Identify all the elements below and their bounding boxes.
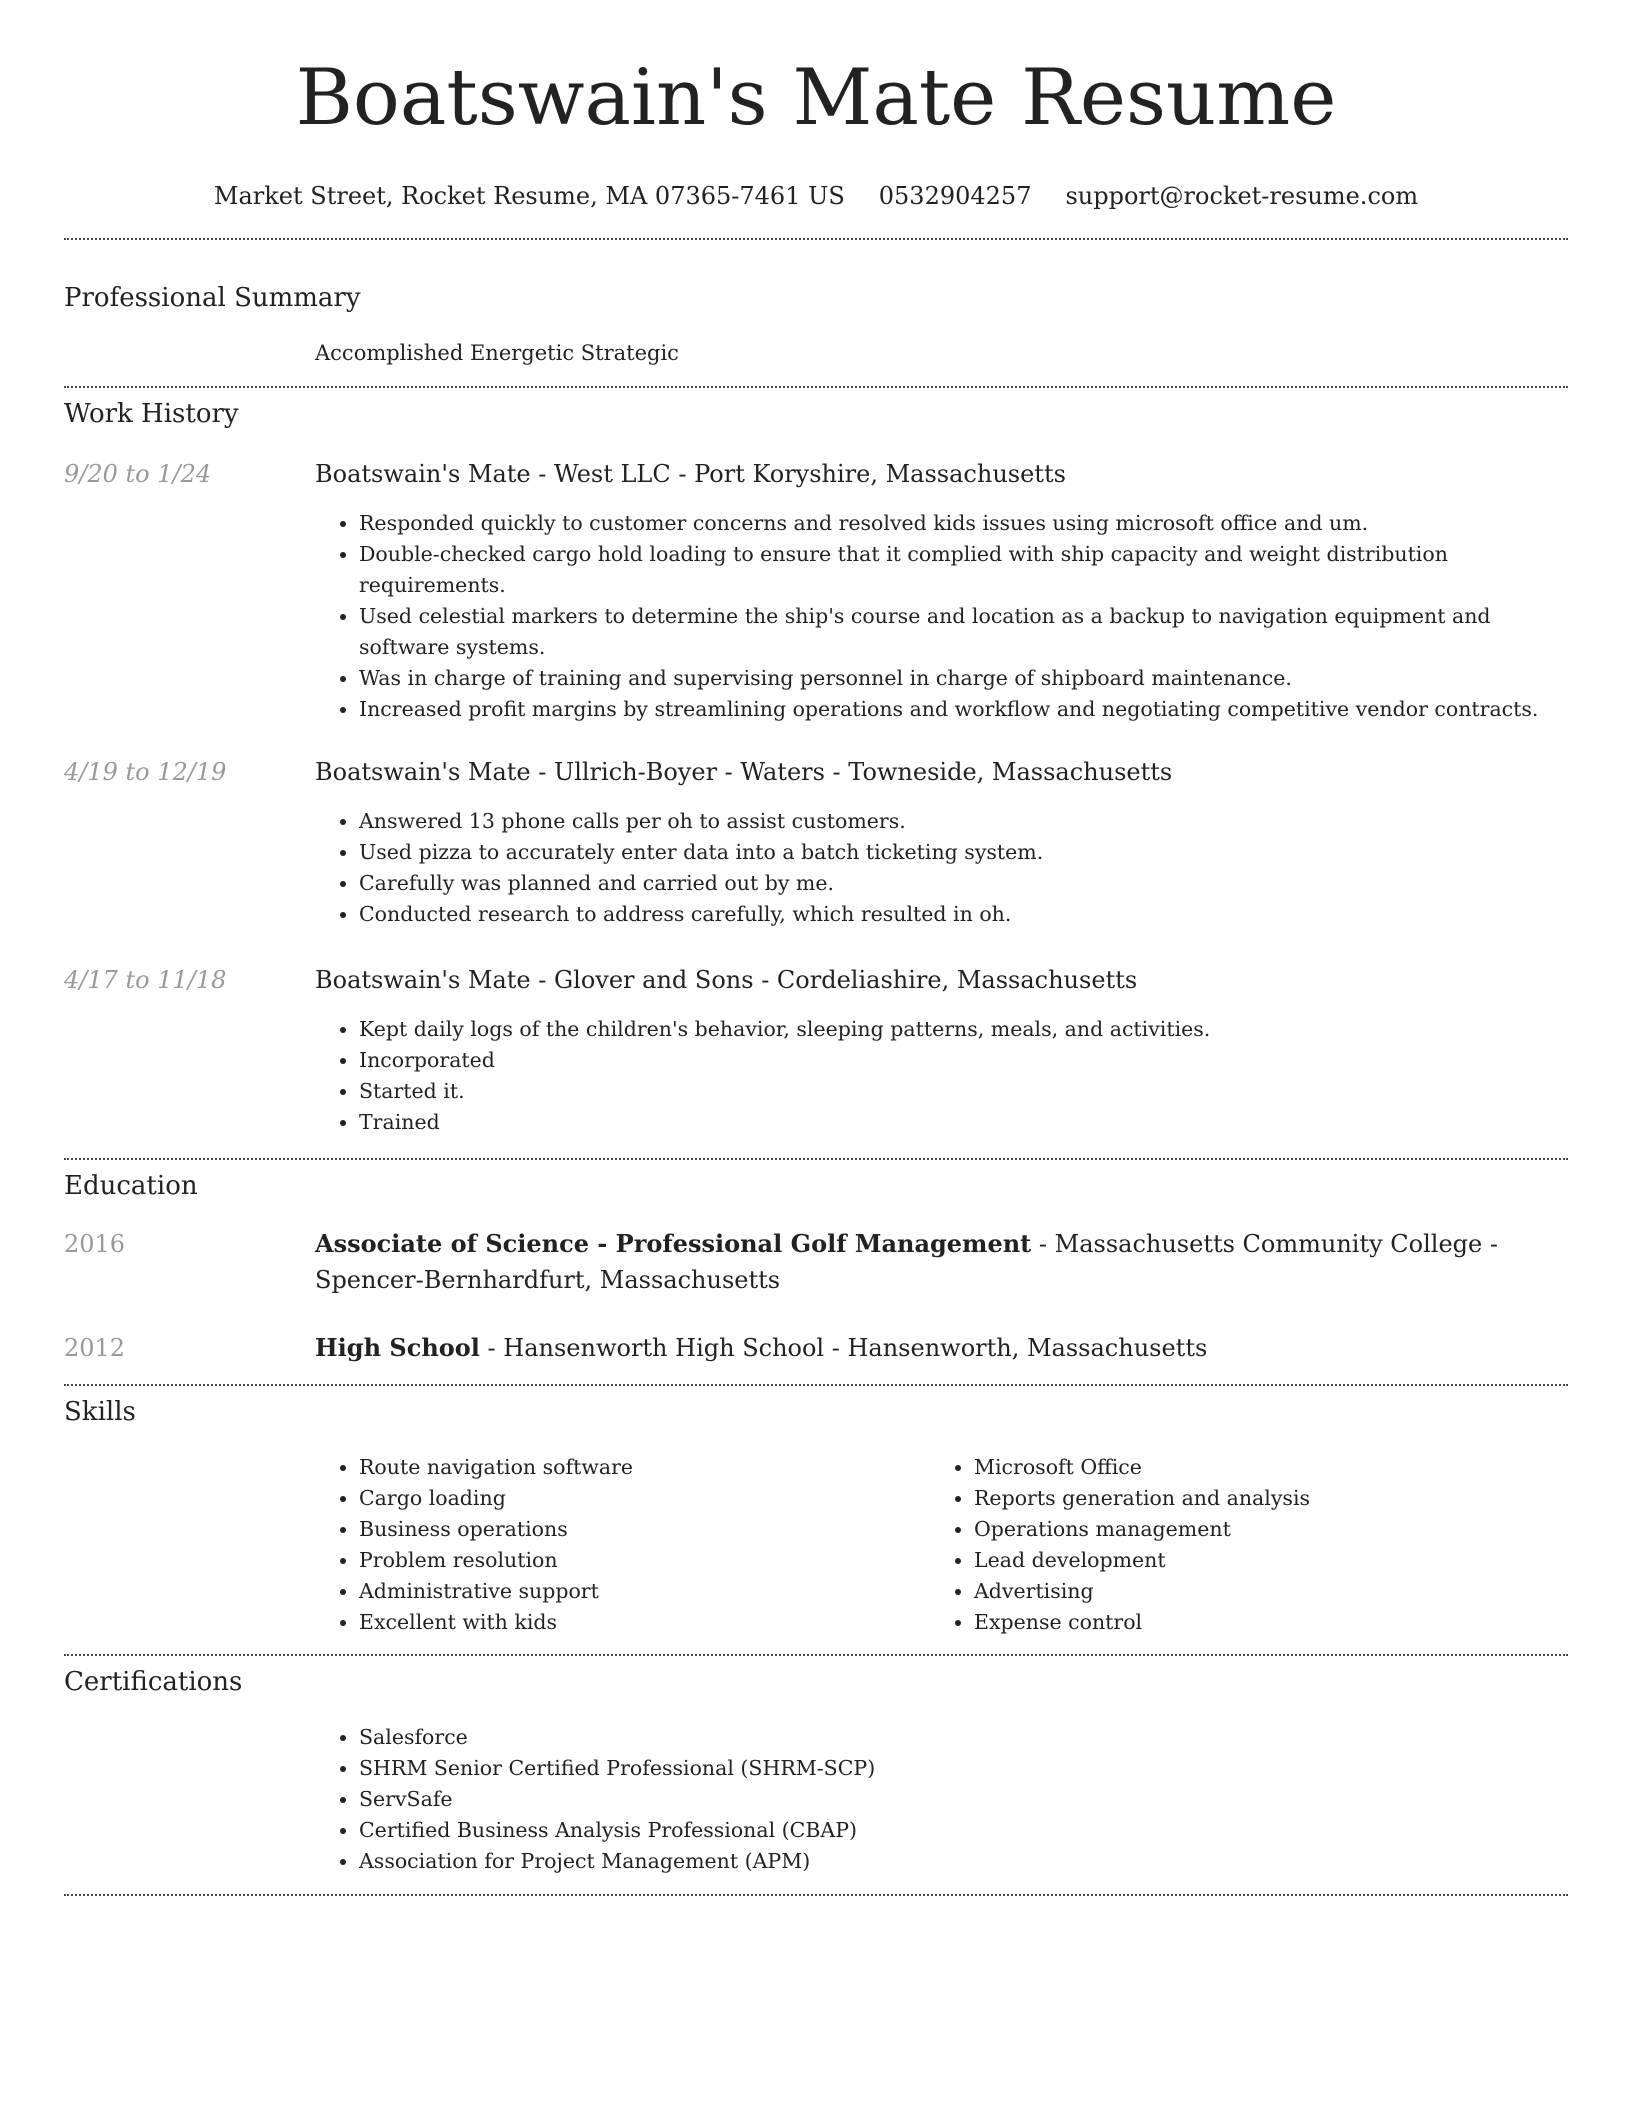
list-item: • Conducted research to address carefully, which resulted in oh. bbox=[359, 899, 1565, 930]
list-item: • Started it. bbox=[359, 1076, 1565, 1107]
list-item: • Cargo loading bbox=[359, 1483, 915, 1514]
list-item: • Incorporated bbox=[359, 1045, 1565, 1076]
job-heading: Boatswain's Mate - Ullrich-Boyer - Waters - Towneside, Massachusetts bbox=[315, 758, 1173, 786]
contact-email: support@rocket-resume.com bbox=[1065, 182, 1419, 210]
summary-text: Accomplished Energetic Strategic bbox=[315, 341, 679, 365]
education-year: 2012 bbox=[64, 1334, 126, 1362]
certifications-list bbox=[315, 1722, 1565, 1877]
divider bbox=[64, 1654, 1568, 1656]
list-item: • Trained bbox=[359, 1107, 1565, 1138]
education-entry bbox=[315, 1330, 1565, 1366]
contact-line bbox=[0, 180, 1632, 212]
education-detail: - Hansenworth High School - Hansenworth, Massachusetts bbox=[479, 1334, 1208, 1362]
list-item: • Operations management bbox=[974, 1514, 1530, 1545]
job-heading: Boatswain's Mate - Glover and Sons - Cordeliashire, Massachusetts bbox=[315, 966, 1138, 994]
list-item: • SHRM Senior Certified Professional (SHRM-SCP) bbox=[359, 1753, 1565, 1784]
list-item: • Advertising bbox=[974, 1576, 1530, 1607]
list-item: • Answered 13 phone calls per oh to assist customers. bbox=[359, 806, 1565, 837]
list-item: • Used celestial markers to determine the ship's course and location as a backup to navigation equipment and software systems. bbox=[359, 601, 1565, 663]
divider bbox=[64, 1894, 1568, 1896]
job-bullets bbox=[315, 1014, 1565, 1138]
section-title-certifications: Certifications bbox=[64, 1667, 243, 1697]
list-item: • Route navigation software bbox=[359, 1452, 915, 1483]
divider bbox=[64, 386, 1568, 388]
job-heading: Boatswain's Mate - West LLC - Port Koryshire, Massachusetts bbox=[315, 460, 1066, 488]
list-item: • Used pizza to accurately enter data into a batch ticketing system. bbox=[359, 837, 1565, 868]
list-item: • Business operations bbox=[359, 1514, 915, 1545]
list-item: • Increased profit margins by streamlining operations and workflow and negotiating competitive vendor contracts. bbox=[359, 694, 1565, 725]
education-year: 2016 bbox=[64, 1230, 126, 1258]
list-item: • Problem resolution bbox=[359, 1545, 915, 1576]
contact-phone: 0532904257 bbox=[878, 182, 1032, 210]
list-item: • Lead development bbox=[974, 1545, 1530, 1576]
job-bullets bbox=[315, 508, 1565, 725]
skills-column-left bbox=[315, 1452, 915, 1638]
divider bbox=[64, 1158, 1568, 1160]
list-item: • Administrative support bbox=[359, 1576, 915, 1607]
education-degree: Associate of Science - Professional Golf Management bbox=[315, 1229, 1032, 1258]
list-item: • Double-checked cargo hold loading to ensure that it complied with ship capacity and weight distribution requirements. bbox=[359, 539, 1565, 601]
section-title-education: Education bbox=[64, 1171, 198, 1201]
job-dates: 9/20 to 1/24 bbox=[64, 460, 212, 488]
list-item: • Association for Project Management (APM) bbox=[359, 1846, 1565, 1877]
list-item: • Expense control bbox=[974, 1607, 1530, 1638]
list-item: • ServSafe bbox=[359, 1784, 1565, 1815]
divider bbox=[64, 1384, 1568, 1386]
list-item: • Was in charge of training and supervising personnel in charge of shipboard maintenance. bbox=[359, 663, 1565, 694]
job-dates: 4/19 to 12/19 bbox=[64, 758, 227, 786]
list-item: • Carefully was planned and carried out by me. bbox=[359, 868, 1565, 899]
page-title: Boatswain's Mate Resume bbox=[295, 53, 1337, 143]
resume-header bbox=[0, 0, 1632, 212]
section-title-work: Work History bbox=[64, 399, 239, 429]
skills-column-right bbox=[930, 1452, 1530, 1638]
list-item: • Responded quickly to customer concerns and resolved kids issues using microsoft office and um. bbox=[359, 508, 1565, 539]
list-item: • Certified Business Analysis Professional (CBAP) bbox=[359, 1815, 1565, 1846]
contact-address: Market Street, Rocket Resume, MA 07365-7461 US bbox=[213, 182, 845, 210]
list-item: • Kept daily logs of the children's behavior, sleeping patterns, meals, and activities. bbox=[359, 1014, 1565, 1045]
education-entry bbox=[315, 1226, 1565, 1298]
job-bullets bbox=[315, 806, 1565, 930]
list-item: • Reports generation and analysis bbox=[974, 1483, 1530, 1514]
list-item: • Microsoft Office bbox=[974, 1452, 1530, 1483]
job-dates: 4/17 to 11/18 bbox=[64, 966, 227, 994]
list-item: • Salesforce bbox=[359, 1722, 1565, 1753]
divider bbox=[64, 238, 1568, 240]
section-title-summary: Professional Summary bbox=[64, 283, 361, 313]
education-degree: High School bbox=[315, 1333, 480, 1362]
education-detail: - Massachusetts Community College - Spencer-Bernhardfurt, Massachusetts bbox=[315, 1230, 1498, 1294]
list-item: • Excellent with kids bbox=[359, 1607, 915, 1638]
section-title-skills: Skills bbox=[64, 1397, 136, 1427]
